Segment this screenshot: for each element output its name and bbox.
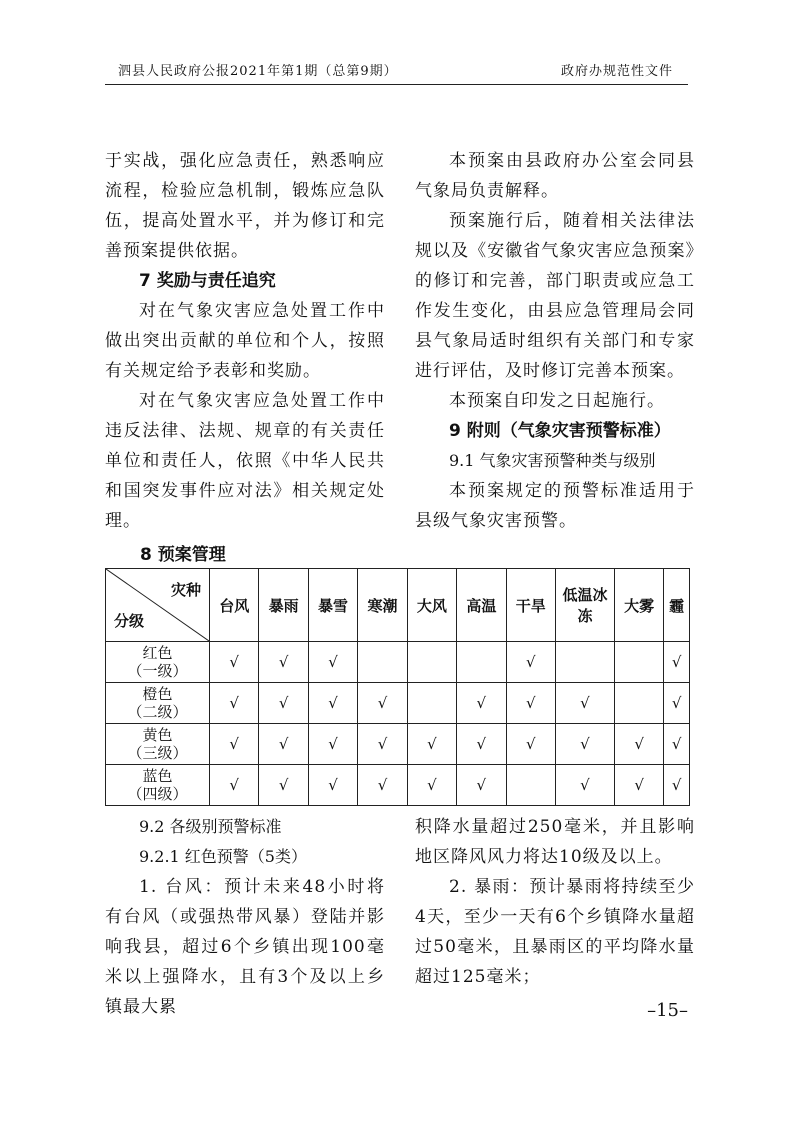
level-grade: （四级） bbox=[127, 785, 188, 803]
check-mark-cell bbox=[555, 642, 614, 683]
check-mark-cell: √ bbox=[210, 683, 259, 724]
row-level-cell bbox=[106, 642, 210, 683]
check-mark-cell bbox=[457, 642, 506, 683]
check-mark-cell: √ bbox=[664, 642, 690, 683]
check-mark-cell: √ bbox=[457, 765, 506, 806]
level-grade: （二级） bbox=[127, 703, 188, 721]
bottom-right-column bbox=[415, 812, 695, 992]
check-mark-cell bbox=[506, 765, 555, 806]
level-grade: （三级） bbox=[127, 744, 188, 762]
check-mark-cell bbox=[614, 642, 663, 683]
left-column bbox=[105, 146, 385, 536]
row-level-cell bbox=[106, 683, 210, 724]
table-row bbox=[106, 765, 690, 806]
paragraph: 对在气象灾害应急处置工作中做出突出贡献的单位和个人，按照有关规定给予表彰和奖励。 bbox=[105, 301, 385, 381]
check-mark-cell bbox=[614, 683, 663, 724]
row-level-cell bbox=[106, 765, 210, 806]
bottom-left-column bbox=[105, 812, 385, 1022]
check-mark-cell: √ bbox=[555, 765, 614, 806]
check-mark-cell: √ bbox=[506, 642, 555, 683]
paragraph: 本预案由县政府办公室会同县气象局负责解释。 bbox=[415, 151, 695, 201]
paragraph: 本预案自印发之日起施行。 bbox=[449, 391, 665, 411]
check-mark-cell: √ bbox=[308, 724, 357, 765]
check-mark-cell: √ bbox=[555, 683, 614, 724]
check-mark-cell: √ bbox=[358, 683, 407, 724]
check-mark-cell: √ bbox=[457, 683, 506, 724]
section-heading-8: 8 预案管理 bbox=[140, 545, 226, 565]
paragraph: 于实战，强化应急责任，熟悉响应流程，检验应急机制，锻炼应急队伍，提高处置水平，并为修订和完善预案提供依据。 bbox=[105, 151, 385, 261]
check-mark-cell: √ bbox=[457, 724, 506, 765]
paragraph: 2. 暴雨：预计暴雨将持续至少4天，至少一天有6个乡镇降水量超过50毫米，且暴雨区的平均降水量超过125毫米； bbox=[415, 877, 695, 987]
column-header: 大雾 bbox=[614, 569, 663, 642]
check-mark-cell bbox=[407, 642, 456, 683]
check-mark-cell: √ bbox=[506, 683, 555, 724]
page-number: –15– bbox=[647, 1000, 688, 1021]
column-header: 低温冰冻 bbox=[555, 569, 614, 642]
column-header: 暴雨 bbox=[259, 569, 308, 642]
subsection-heading: 9.2 各级别预警标准 bbox=[139, 817, 282, 836]
check-mark-cell: √ bbox=[614, 724, 663, 765]
check-mark-cell: √ bbox=[210, 724, 259, 765]
level-color: 橙色 bbox=[142, 685, 173, 703]
check-mark-cell bbox=[358, 642, 407, 683]
check-mark-cell: √ bbox=[407, 724, 456, 765]
column-header: 台风 bbox=[210, 569, 259, 642]
check-mark-cell bbox=[407, 683, 456, 724]
check-mark-cell: √ bbox=[308, 683, 357, 724]
column-header: 暴雪 bbox=[308, 569, 357, 642]
check-mark-cell: √ bbox=[407, 765, 456, 806]
paragraph: 对在气象灾害应急处置工作中违反法律、法规、规章的有关责任单位和责任人，依照《中华人民共和国突发事件应对法》相关规定处理。 bbox=[105, 391, 385, 531]
table-corner-cell bbox=[106, 569, 210, 642]
check-mark-cell: √ bbox=[308, 642, 357, 683]
check-mark-cell: √ bbox=[259, 724, 308, 765]
check-mark-cell: √ bbox=[358, 724, 407, 765]
paragraph: 本预案规定的预警标准适用于县级气象灾害预警。 bbox=[415, 481, 695, 531]
level-color: 蓝色 bbox=[142, 767, 173, 785]
header-title: 泗县人民政府公报2021年第1期（总第9期） bbox=[118, 64, 398, 79]
check-mark-cell: √ bbox=[259, 683, 308, 724]
table-row bbox=[106, 724, 690, 765]
column-header: 霾 bbox=[664, 569, 690, 642]
row-level-cell bbox=[106, 724, 210, 765]
check-mark-cell: √ bbox=[664, 724, 690, 765]
table-row bbox=[106, 683, 690, 724]
level-color: 红色 bbox=[142, 644, 173, 662]
table-row bbox=[106, 642, 690, 683]
column-header: 寒潮 bbox=[358, 569, 407, 642]
check-mark-cell: √ bbox=[506, 724, 555, 765]
check-mark-cell: √ bbox=[555, 724, 614, 765]
section-heading-9: 9 附则（气象灾害预警标准） bbox=[449, 421, 671, 441]
corner-label-top: 灾种 bbox=[170, 581, 201, 599]
check-mark-cell: √ bbox=[614, 765, 663, 806]
check-mark-cell: √ bbox=[210, 642, 259, 683]
check-mark-cell: √ bbox=[259, 765, 308, 806]
right-column bbox=[415, 146, 695, 536]
header-section: 政府办规范性文件 bbox=[560, 64, 673, 79]
subsection-heading: 9.1 气象灾害预警种类与级别 bbox=[449, 451, 656, 470]
check-mark-cell: √ bbox=[210, 765, 259, 806]
paragraph: 积降水量超过250毫米，并且影响地区降风风力将达10级及以上。 bbox=[415, 817, 695, 867]
level-color: 黄色 bbox=[142, 726, 173, 744]
subsection-heading: 9.2.1 红色预警（5类） bbox=[139, 847, 307, 866]
check-mark-cell: √ bbox=[664, 765, 690, 806]
check-mark-cell: √ bbox=[308, 765, 357, 806]
corner-label-bottom: 分级 bbox=[114, 612, 145, 630]
check-mark-cell: √ bbox=[664, 683, 690, 724]
paragraph: 1. 台风：预计未来48小时将有台风（或强热带风暴）登陆并影响我县，超过6个乡镇出现100毫米以上强降水，且有3个及以上乡镇最大累 bbox=[105, 877, 385, 1017]
warning-level-table bbox=[105, 568, 690, 806]
check-mark-cell: √ bbox=[259, 642, 308, 683]
paragraph: 预案施行后，随着相关法律法规以及《安徽省气象灾害应急预案》的修订和完善，部门职责或应急工作发生变化，由县应急管理局会同县气象局适时组织有关部门和专家进行评估，及时修订完善本预案。 bbox=[415, 211, 695, 381]
check-mark-cell: √ bbox=[358, 765, 407, 806]
column-header: 大风 bbox=[407, 569, 456, 642]
header-divider bbox=[105, 84, 688, 85]
column-header: 高温 bbox=[457, 569, 506, 642]
level-grade: （一级） bbox=[127, 662, 188, 680]
section-heading-7: 7 奖励与责任追究 bbox=[139, 271, 276, 291]
column-header: 干旱 bbox=[506, 569, 555, 642]
